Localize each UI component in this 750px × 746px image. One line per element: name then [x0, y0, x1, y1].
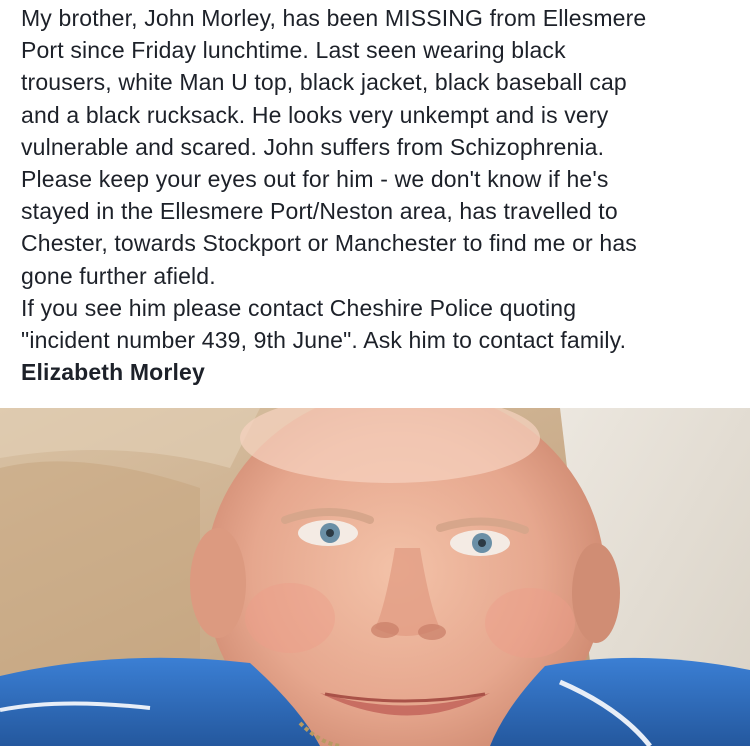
post-line: trousers, white Man U top, black jacket, black baseball cap [21, 69, 627, 96]
post-author: Elizabeth Morley [21, 359, 205, 386]
post-line: If you see him please contact Cheshire Police quoting [21, 294, 577, 321]
post-line: Port since Friday lunchtime. Last seen wearing black [21, 37, 566, 64]
post-line: Chester, towards Stockport or Manchester to find me or has [21, 230, 637, 257]
post-text [21, 2, 741, 388]
post-line: vulnerable and scared. John suffers from Schizophrenia. [21, 133, 605, 160]
post-line: stayed in the Ellesmere Port/Neston area, has travelled to [21, 198, 618, 225]
post-line: Please keep your eyes out for him - we don't know if he's [21, 166, 609, 193]
post-line: gone further afield. [21, 262, 216, 289]
post-line: "incident number 439, 9th June". Ask him to contact family. [21, 327, 627, 354]
post-line: and a black rucksack. He looks very unkempt and is very [21, 101, 609, 128]
post-line: My brother, John Morley, has been MISSING from Ellesmere [21, 5, 647, 31]
missing-person-photo [0, 408, 750, 746]
